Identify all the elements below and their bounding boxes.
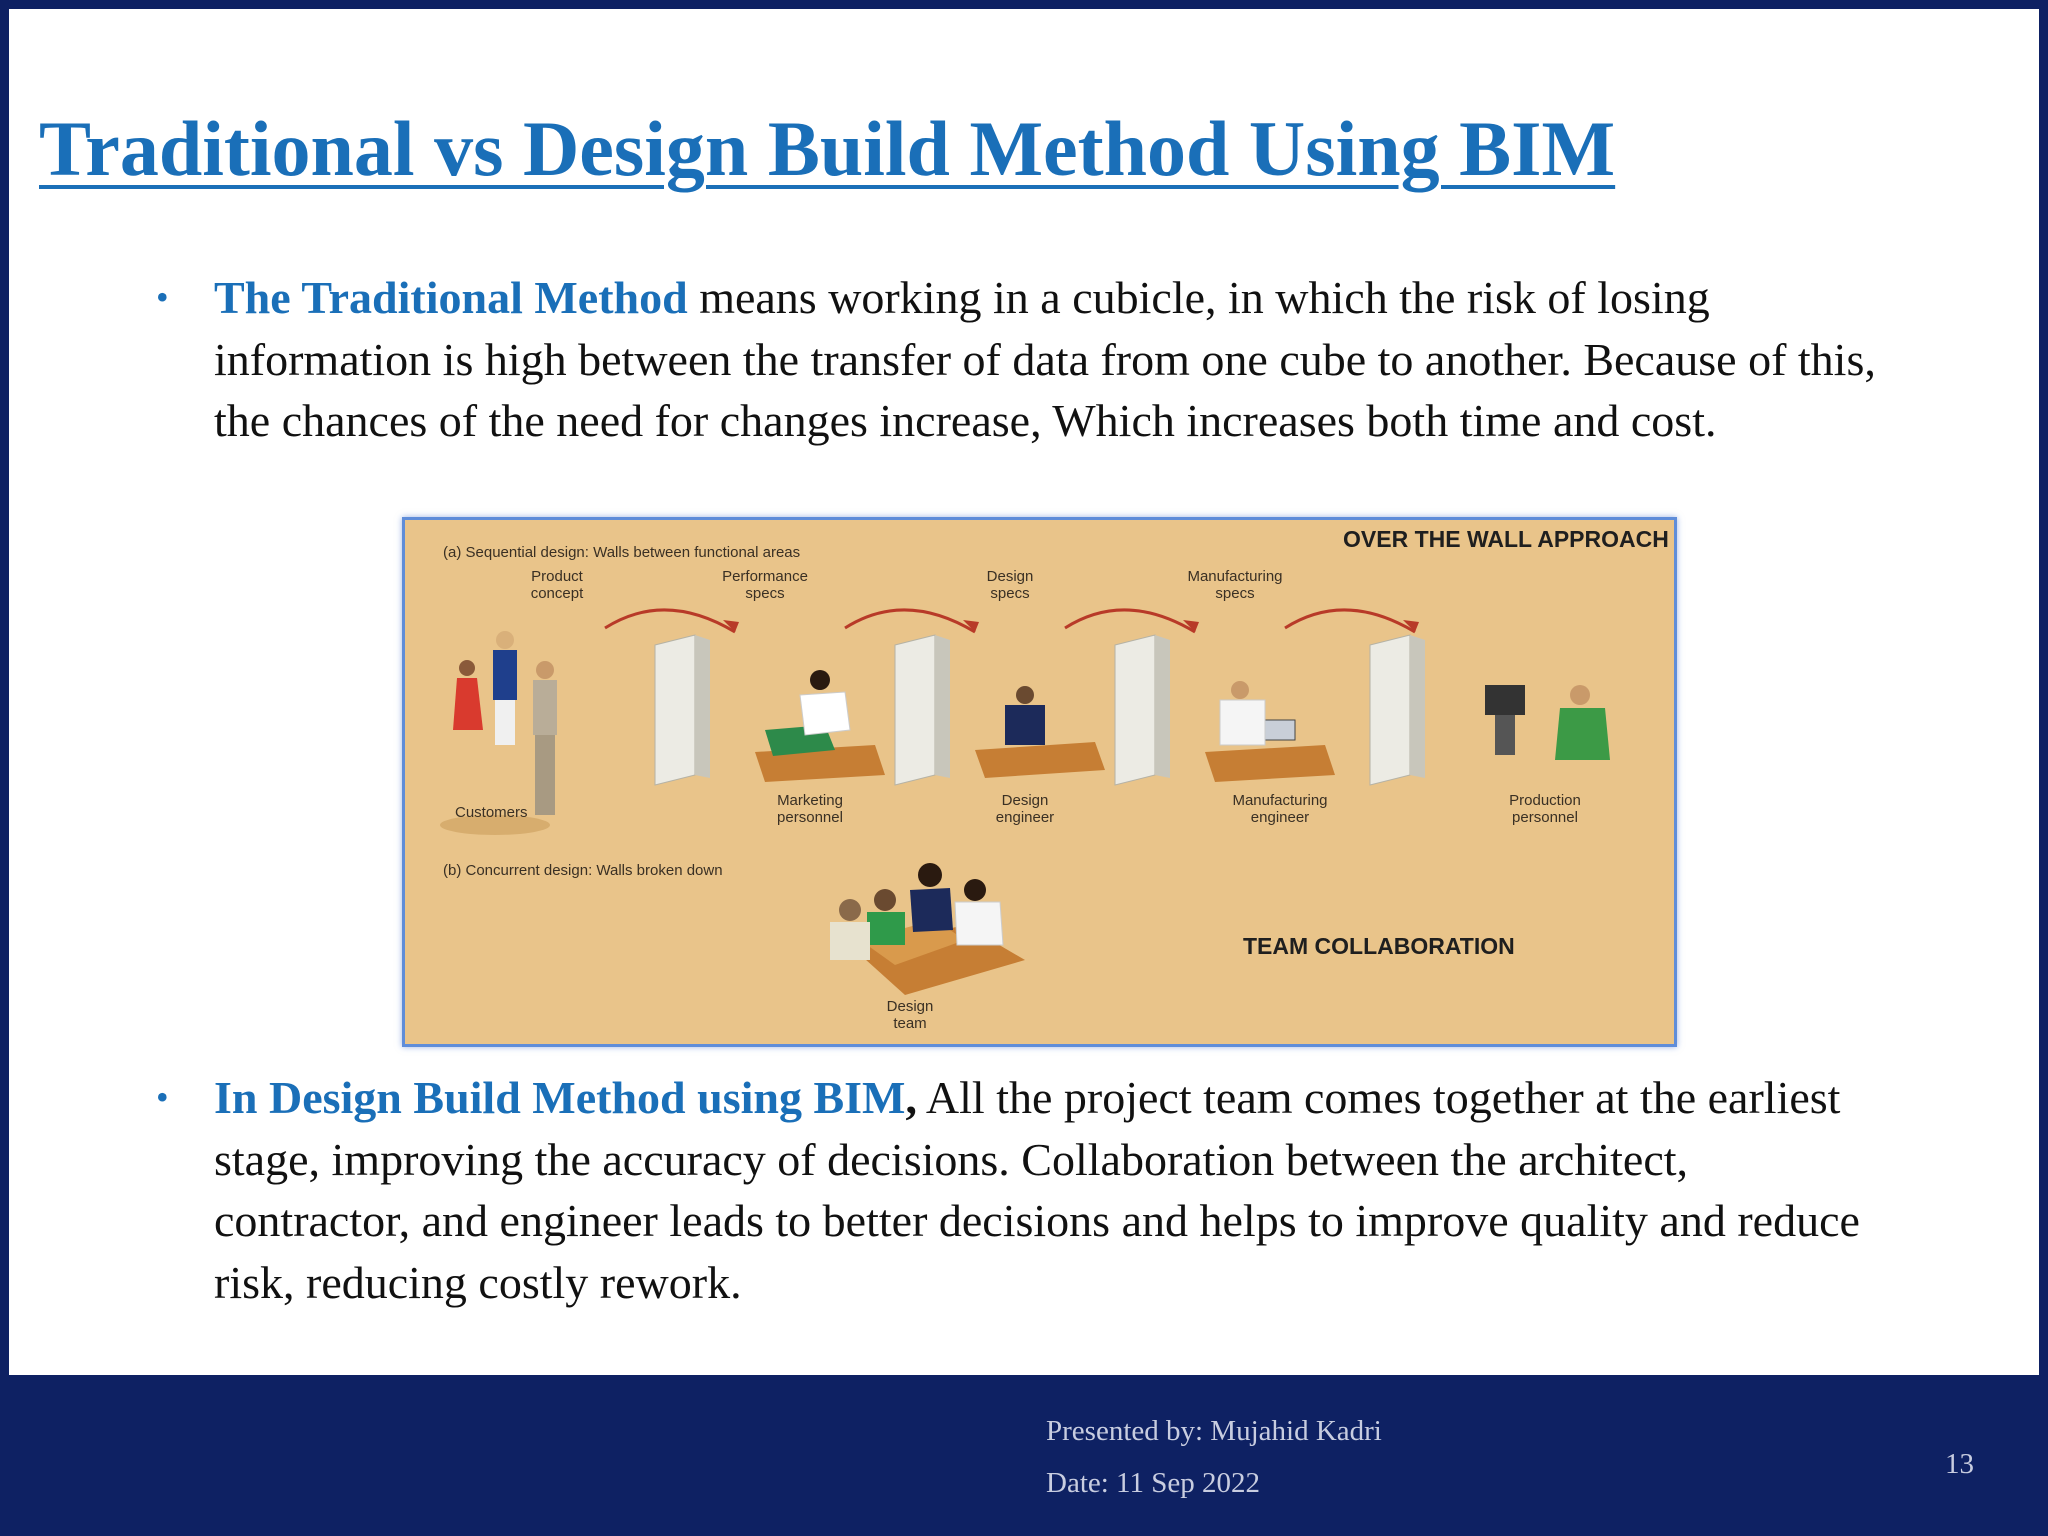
- bullet-dot-icon: •: [156, 1077, 169, 1117]
- spec-label-product-concept: Product concept: [530, 568, 584, 602]
- bullet-lead: The Traditional Method: [214, 272, 688, 323]
- team-label-design-team: Design team: [886, 998, 934, 1032]
- figure-caption-a: (a) Sequential design: Walls between functional areas: [443, 544, 801, 561]
- role-label-customers: Customers: [455, 804, 528, 821]
- over-the-wall-figure: [402, 517, 1677, 1047]
- slide-canvas: [9, 9, 2039, 1375]
- figure-heading-team-collaboration: TEAM COLLABORATION: [1243, 933, 1515, 959]
- role-label-manufacturing-engineer: Manufacturing engineer: [1232, 792, 1328, 826]
- bullet-dot-icon: •: [156, 277, 169, 317]
- bullet-text: means working in a cubicle, in which the risk of losing information is high between the transfer of data from one cube to another. Because of this, the chances of the need for changes increase, Which increases both time and cost.: [214, 272, 1876, 446]
- slide-title: Traditional vs Design Build Method Using BIM: [39, 105, 1616, 192]
- bullet-lead: In Design Build Method using BIM: [214, 1072, 906, 1123]
- spec-label-manufacturing-specs: Manufacturing specs: [1187, 568, 1283, 602]
- role-label-marketing-personnel: Marketing personnel: [777, 792, 843, 826]
- figure-heading-over-the-wall: OVER THE WALL APPROACH: [1343, 526, 1669, 552]
- bullet-text: All the project team comes together at the earliest stage, improving the accuracy of decisions. Collaboration between the architect, contractor, and engineer leads to better decisions and helps to improve quality and reduce risk, reducing costly rework.: [214, 1072, 1860, 1308]
- role-label-production-personnel: Production personnel: [1509, 792, 1581, 826]
- bullet-design-build-method: [156, 1067, 1894, 1313]
- footer-date: Date: 11 Sep 2022: [1046, 1467, 1260, 1499]
- spec-label-design-specs: Design specs: [986, 568, 1034, 602]
- page-number: 13: [1945, 1448, 1974, 1480]
- bullet-comma: ,: [905, 1072, 917, 1123]
- spec-label-performance-specs: Performance specs: [722, 568, 808, 602]
- role-label-design-engineer: Design engineer: [995, 792, 1055, 826]
- figure-caption-b: (b) Concurrent design: Walls broken down: [443, 862, 723, 879]
- bullet-traditional-method: [156, 267, 1894, 452]
- footer-presenter: Presented by: Mujahid Kadri: [1046, 1415, 1382, 1447]
